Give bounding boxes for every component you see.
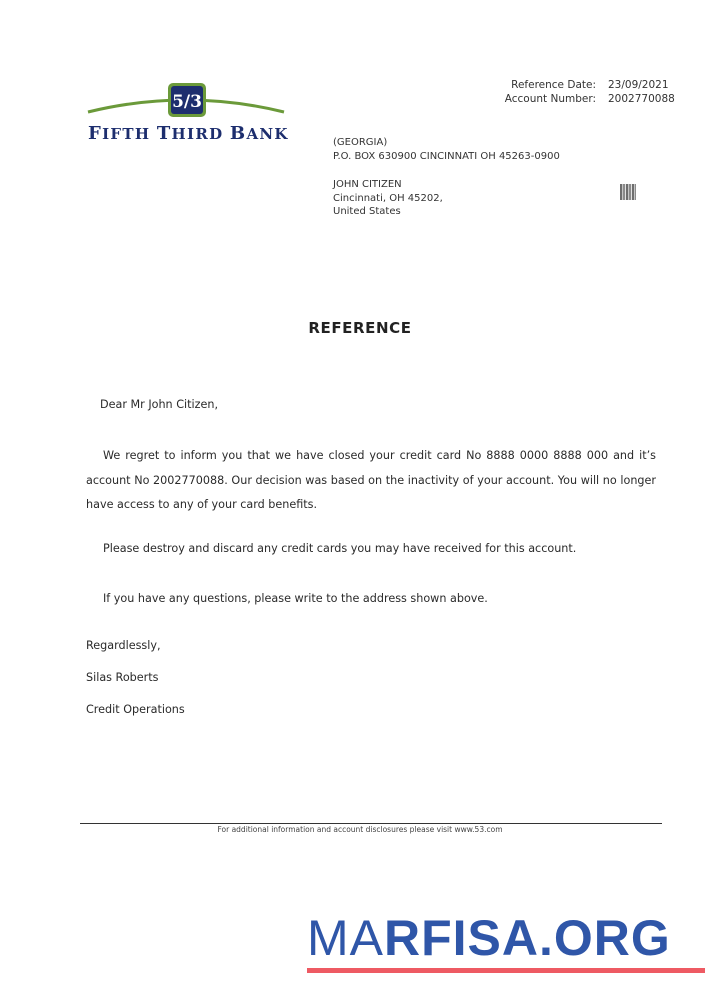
watermark-text: MARFISA.ORG [307, 910, 671, 966]
account-number-row [496, 92, 675, 106]
signer-name: Silas Roberts [86, 671, 159, 684]
body-paragraph-3: If you have any questions, please write to the address shown above. [103, 592, 488, 605]
watermark [307, 912, 709, 973]
bank-address-line: P.O. BOX 630900 CINCINNATI OH 45263-0900 [333, 150, 560, 162]
footer-divider [80, 823, 662, 824]
customer-address [333, 178, 443, 219]
signer-department: Credit Operations [86, 703, 185, 716]
bank-address-line: (GEORGIA) [333, 137, 388, 148]
document-title: REFERENCE [308, 319, 412, 337]
bank-name: FIFTH THIRD BANK [88, 123, 289, 144]
body-paragraph-2: Please destroy and discard any credit cards you may have received for this account. [103, 542, 577, 555]
account-number-value: 2002770088 [608, 93, 675, 105]
body-paragraph-1: We regret to inform you that we have closed your credit card No 8888 0000 8888 000 and it’s account No 2002770088. Our decision was based on the inactivity of your account. You will no longer have access to any of your card benefits. [86, 449, 656, 511]
svg-text:5/3: 5/3 [172, 92, 202, 112]
watermark-underline [307, 968, 705, 973]
bank-logo-mark-icon [86, 80, 286, 124]
qr-code-icon [620, 184, 636, 200]
bank-address [333, 136, 560, 163]
bank-logo [86, 80, 289, 144]
account-number-label: Account Number: [504, 93, 596, 105]
reference-date-value: 23/09/2021 [608, 79, 669, 91]
customer-city: Cincinnati, OH 45202, [333, 192, 443, 204]
footer-disclosure: For additional information and account disclosures please visit www.53.com [217, 825, 503, 834]
reference-meta [496, 78, 675, 106]
customer-name: JOHN CITIZEN [333, 179, 402, 190]
reference-date-row [496, 78, 675, 92]
reference-date-label: Reference Date: [511, 79, 596, 91]
salutation: Dear Mr John Citizen, [100, 398, 219, 411]
closing: Regardlessly, [86, 639, 161, 652]
customer-country: United States [333, 206, 401, 217]
